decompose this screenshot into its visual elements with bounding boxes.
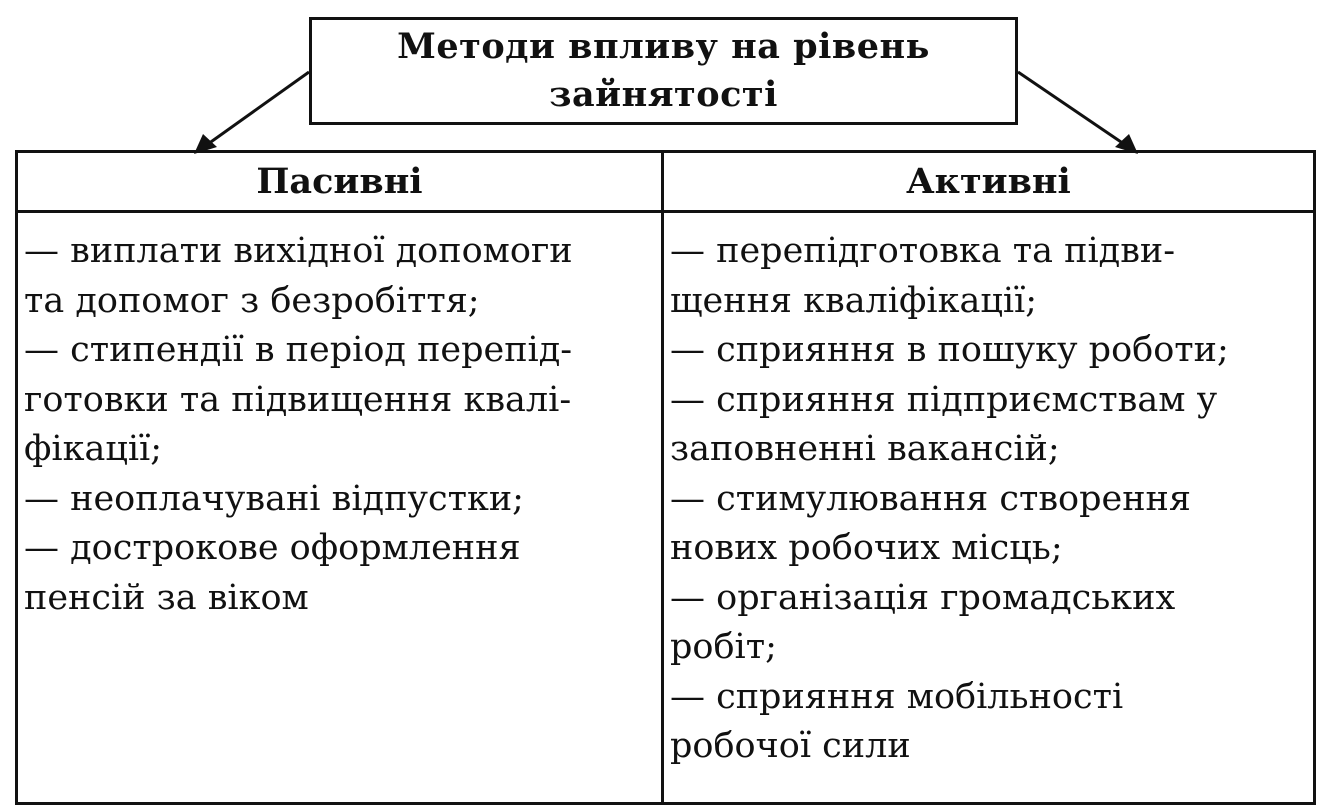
active-line: — стимулювання створення bbox=[670, 478, 1191, 519]
active-line: щення кваліфікації; bbox=[670, 280, 1038, 321]
active-line: робіт; bbox=[670, 627, 777, 667]
active-list bbox=[664, 213, 1313, 772]
arrow-to-active-line bbox=[1018, 72, 1124, 144]
title-box bbox=[309, 17, 1018, 125]
active-line: — перепідготовка та підви- bbox=[670, 231, 1176, 271]
active-line: — сприяння підприємствам у bbox=[670, 379, 1218, 420]
passive-line: — стипендії в період перепід- bbox=[24, 330, 573, 370]
active-line: робочої сили bbox=[670, 726, 911, 766]
passive-header: Пасивні bbox=[18, 153, 661, 213]
passive-line: пенсій за віком bbox=[24, 577, 309, 618]
passive-line: — дострокове оформлення bbox=[24, 528, 521, 568]
active-line: заповненні вакансій; bbox=[670, 429, 1060, 469]
methods-table bbox=[15, 150, 1316, 805]
passive-line: — виплати вихідної допомоги bbox=[24, 231, 573, 271]
passive-line: фікації; bbox=[24, 429, 163, 469]
diagram-title: Методи впливу на рівень зайнятості bbox=[397, 26, 930, 115]
active-column bbox=[664, 153, 1313, 802]
passive-line: та допомог з безробіття; bbox=[24, 280, 480, 321]
passive-line: готовки та підвищення квалі- bbox=[24, 379, 572, 420]
arrow-to-passive-line bbox=[208, 72, 309, 144]
active-line: нових робочих місць; bbox=[670, 528, 1063, 568]
active-header: Активні bbox=[664, 153, 1313, 213]
active-line: — сприяння в пошуку роботи; bbox=[670, 330, 1229, 370]
passive-line: — неоплачувані відпустки; bbox=[24, 478, 524, 519]
active-line: — сприяння мобільності bbox=[670, 676, 1124, 717]
passive-column bbox=[18, 153, 664, 802]
active-line: — організація громадських bbox=[670, 577, 1176, 618]
passive-list bbox=[18, 213, 661, 623]
